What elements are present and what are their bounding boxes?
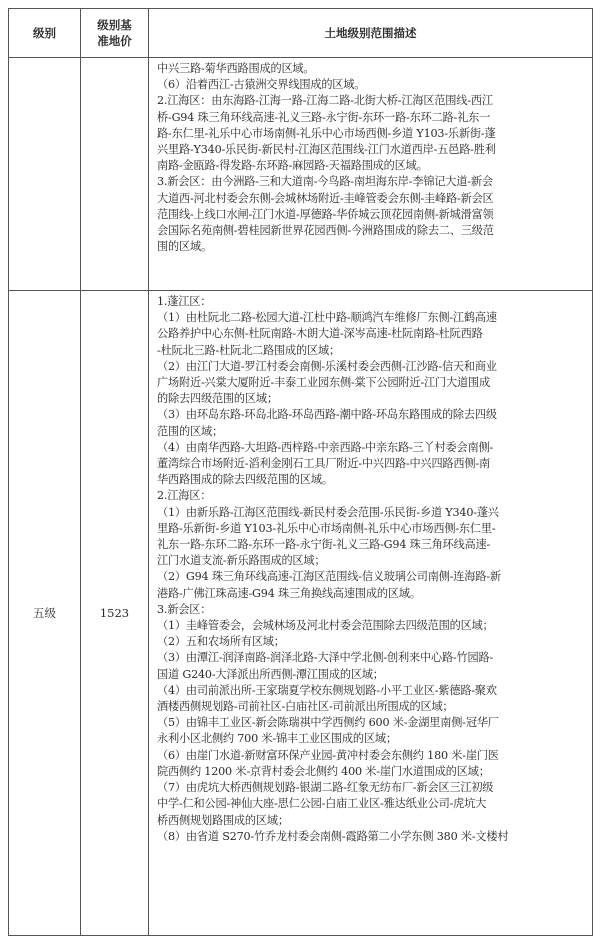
table-row bbox=[9, 291, 593, 936]
desc-line: （3）由环岛东路-环岛北路-环岛西路-潮中路-环岛东路围成的除去四级 bbox=[157, 408, 497, 422]
desc-line: （1）圭峰管委会，会城林场及河北村委会范围除去四级范围的区域； bbox=[157, 619, 494, 633]
desc-line: （6）沿着西江-古猿洲交界线围成的区域。 bbox=[157, 78, 366, 92]
desc-line: 会国际名苑南侧-碧桂园新世界花园西侧-今洲路围成的除去二、三级范 bbox=[157, 224, 494, 238]
desc-line: 范围的区域； bbox=[157, 424, 223, 438]
desc-line: （2）G94 珠三角环线高速-江海区范围线-信义玻璃公司南侧-连海路-新 bbox=[157, 570, 501, 584]
desc-line: （1）由杜阮北二路-松园大道-江杜中路-顺鸿汽车维修厂东侧-江鹤高速 bbox=[157, 311, 497, 325]
table-row bbox=[9, 58, 593, 291]
desc-line: 的除去四级范围的区域； bbox=[157, 392, 278, 406]
desc-line: 江门水道支流-新乐路围成的区域； bbox=[157, 554, 326, 568]
desc-line: （4）由南华西路-大坦路-西梓路-中亲西路-中亲东路-三丫村委会南侧- bbox=[157, 440, 494, 454]
desc-line: 围的区域。 bbox=[157, 240, 212, 254]
desc-line: （5）由锦丰工业区-新会陈瑞祺中学西侧约 600 米-金湖里南侧-冠华厂 bbox=[157, 716, 499, 730]
desc-line: 广场附近-兴棠大厦附近-丰泰工业园东侧-棠下公园附近-江门大道围成 bbox=[157, 376, 490, 390]
desc-line: 3.新会区： bbox=[157, 602, 212, 616]
desc-line: 公路养护中心东侧-杜阮南路-木朗大道-深岑高速-杜阮南路-杜阮西路 bbox=[157, 327, 483, 341]
header-base-price: 级别基 准地价 bbox=[81, 9, 149, 58]
desc-line: 范围线-上线口水闸-江门水道-厚德路-华侨城云顶花园南侧-新城滑富领 bbox=[157, 207, 494, 221]
desc-line: （8）由省道 S270-竹乔龙村委会南侧-霞路第二小学东侧 380 米-文楼村 bbox=[157, 829, 509, 843]
desc-line: 院西侧约 1200 米-京背村委会北侧约 400 米-崖门水道围成的区域； bbox=[157, 764, 490, 778]
desc-line: 桥-G94 珠三角环线高速-礼义三路-永宁街-东环一路-东环二路-礼东一 bbox=[157, 110, 491, 124]
desc-line: 南路-金瓯路-得发路-东环路-麻园路-天福路围成的区域。 bbox=[157, 159, 428, 173]
desc-line: 2.江海区： bbox=[157, 489, 212, 503]
desc-line: 3.新会区：由今洲路-三和大道南-今鸟路-南坦海东岸-李锦记大道-新会 bbox=[157, 175, 493, 189]
desc-line: 中学-仁和公园-神仙大座-思仁公园-白庙工业区-雅达纸业公司-虎坑大 bbox=[157, 797, 487, 811]
desc-line: 路-东仁里-礼乐中心市场南侧-礼乐中心市场西侧-乡道 Y103-乐新街-蓬 bbox=[157, 126, 496, 140]
cell-price: 1523 bbox=[81, 291, 149, 936]
cell-description bbox=[149, 58, 593, 291]
desc-line: （7）由虎坑大桥西侧规划路-银湖二路-红象无纺布厂-新会区三江初级 bbox=[157, 781, 494, 795]
desc-line: （1）由新乐路-江海区范围线-新民村委会范围-乐民街-乡道 Y340-蓬兴 bbox=[157, 505, 499, 519]
table-header-row bbox=[9, 9, 593, 58]
desc-line: 中兴三路-菊华西路围成的区域。 bbox=[157, 62, 315, 75]
desc-line: 2.江海区：由东海路-江海一路-江海二路-北街大桥-江海区范围线-西江 bbox=[157, 94, 493, 108]
desc-line: 永利小区北侧约 700 米-锦丰工业区围成的区域； bbox=[157, 732, 397, 746]
desc-line: 1.蓬江区： bbox=[157, 295, 212, 308]
desc-line: 国道 G240-大泽派出所西侧-潭江围成的区域； bbox=[157, 667, 384, 681]
desc-line: 港路-广佛江珠高速-G94 珠三角换线高速围成的区域。 bbox=[157, 586, 421, 600]
cell-level: 五级 bbox=[9, 291, 81, 936]
desc-line: （4）由司前派出所-王家瑞夏学校东侧规划路-小平工业区-紫德路-聚欢 bbox=[157, 683, 497, 697]
desc-line: -杜阮北三路-杜阮北二路围成的区域； bbox=[157, 343, 340, 357]
desc-line: （2）由江门大道-罗江村委会南侧-乐溪村委会西侧-江沙路-信天和商业 bbox=[157, 359, 497, 373]
desc-line: 礼东一路-东环二路-东环一路-永宁街-礼义三路-G94 珠三角环线高速- bbox=[157, 538, 491, 552]
cell-level bbox=[9, 58, 81, 291]
desc-line: 桥西侧规划路围成的区域； bbox=[157, 813, 289, 827]
desc-line: 华西路围成的除去四级范围的区域。 bbox=[157, 473, 333, 487]
desc-line: 董湾综合市场附近-滔利金刚石工具厂附近-中兴四路-中兴四路西侧-南 bbox=[157, 457, 490, 471]
desc-line: 里路-乐新街-乡道 Y103-礼乐中心市场南侧-礼乐中心市场西侧-东仁里- bbox=[157, 521, 496, 535]
cell-description bbox=[149, 291, 593, 936]
desc-line: 酒楼西侧规划路-司前社区-白庙社区-司前派出所围成的区域； bbox=[157, 700, 454, 714]
desc-line: （3）由潭江-润泽南路-润泽北路-大泽中学北侧-创利来中心路-竹园路- bbox=[157, 651, 494, 665]
header-description: 土地级别范围描述 bbox=[149, 9, 593, 58]
document-page bbox=[8, 8, 592, 930]
header-level: 级别 bbox=[9, 9, 81, 58]
desc-line: （6）由崖门水道-新财富环保产业园-黄冲村委会东侧约 180 米-崖门医 bbox=[157, 748, 499, 762]
desc-line: 兴里路-Y340-乐民街-新民村-江海区范围线-江门水道西岸-五邑路-胜利 bbox=[157, 143, 496, 157]
desc-line: （2）五和农场所有区域； bbox=[157, 635, 285, 649]
desc-line: 大道西-河北村委会东侧-会城林场附近-圭峰管委会东侧-圭峰路-新会区 bbox=[157, 191, 494, 205]
cell-price bbox=[81, 58, 149, 291]
land-level-table bbox=[8, 8, 593, 936]
